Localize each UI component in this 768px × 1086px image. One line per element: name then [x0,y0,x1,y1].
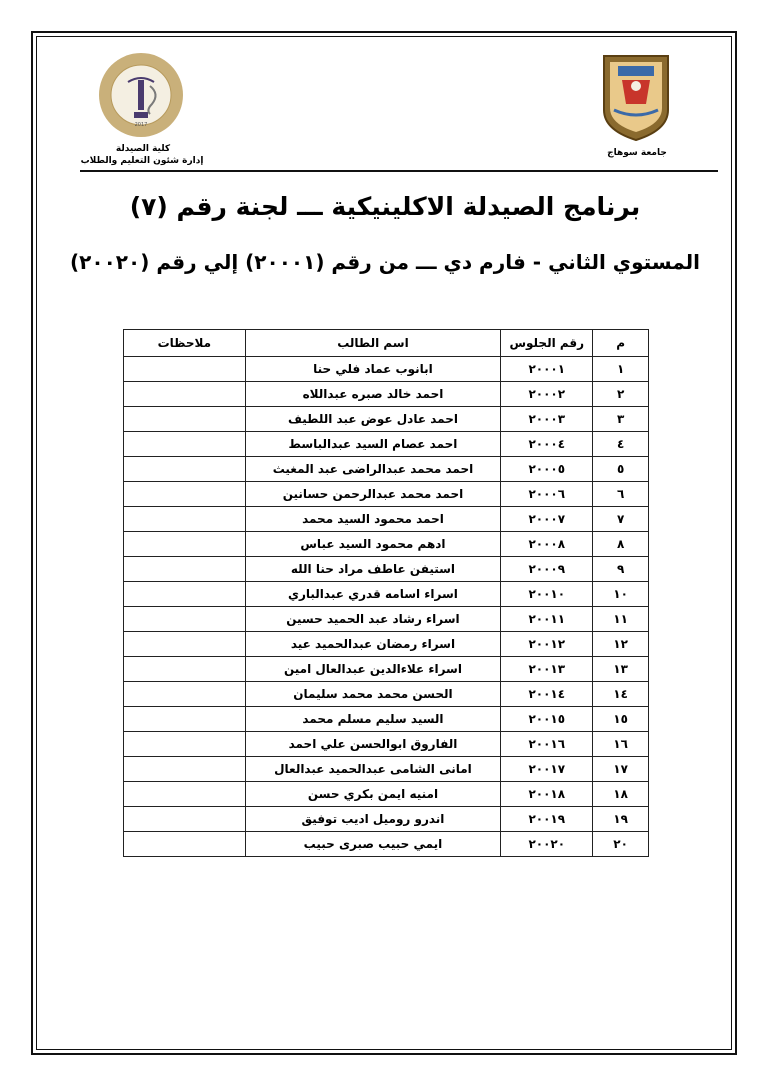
university-logo [600,52,672,142]
student-name: ايمي حبيب صبرى حبيب [245,832,501,857]
table-header-row [124,330,649,357]
seat-number: ٢٠٠١٤ [501,682,593,707]
table-row [124,607,649,632]
table-row [124,682,649,707]
row-index: ١٧ [593,757,649,782]
student-name: الحسن محمد محمد سليمان [245,682,501,707]
table-row [124,382,649,407]
row-index: ١٩ [593,807,649,832]
table-row [124,557,649,582]
student-name: احمد محمود السيد محمد [245,507,501,532]
student-name: احمد عصام السيد عبدالباسط [245,432,501,457]
faculty-name: كلية الصيدلة [115,144,171,154]
seat-number: ٢٠٠١٥ [501,707,593,732]
seat-number: ٢٠٠١٩ [501,807,593,832]
table-row [124,757,649,782]
notes-cell [124,532,246,557]
seat-number: ٢٠٠٠٣ [501,407,593,432]
student-name: اسراء علاءالدين عبدالعال امين [245,657,501,682]
row-index: ٧ [593,507,649,532]
seat-number: ٢٠٠٠٧ [501,507,593,532]
student-name: الفاروق ابوالحسن علي احمد [245,732,501,757]
seat-number: ٢٠٠١١ [501,607,593,632]
seat-number: ٢٠٠٠١ [501,357,593,382]
notes-cell [124,707,246,732]
table-row [124,582,649,607]
row-index: ١٤ [593,682,649,707]
svg-text:2017: 2017 [134,122,148,128]
notes-cell [124,557,246,582]
table-row [124,707,649,732]
student-name: احمد محمد عبدالرحمن حسانين [245,482,501,507]
table-row [124,832,649,857]
student-name: استيفن عاطف مراد حنا الله [245,557,501,582]
seat-number: ٢٠٠٠٩ [501,557,593,582]
row-index: ١ [593,357,649,382]
student-name: اسراء رشاد عبد الحميد حسين [245,607,501,632]
row-index: ٢ [593,382,649,407]
table-row [124,407,649,432]
seat-number: ٢٠٠١٨ [501,782,593,807]
row-index: ١٣ [593,657,649,682]
row-index: ٤ [593,432,649,457]
notes-cell [124,632,246,657]
seat-number: ٢٠٠١٢ [501,632,593,657]
row-index: ٩ [593,557,649,582]
row-index: ١٨ [593,782,649,807]
row-index: ٥ [593,457,649,482]
seat-number: ٢٠٠١٠ [501,582,593,607]
document-subtitle: المستوي الثاني - فارم دي ـــ من رقم (٢٠٠٠١) إلي رقم (٢٠٠٢٠) [70,250,700,274]
row-index: ٢٠ [593,832,649,857]
seat-number: ٢٠٠١٣ [501,657,593,682]
table-row [124,507,649,532]
column-header-student-name: اسم الطالب [245,330,501,357]
table-row [124,532,649,557]
row-index: ٣ [593,407,649,432]
notes-cell [124,382,246,407]
seat-number: ٢٠٠٢٠ [501,832,593,857]
student-name: احمد عادل عوض عبد اللطيف [245,407,501,432]
seat-number: ٢٠٠١٦ [501,732,593,757]
notes-cell [124,657,246,682]
row-index: ١٦ [593,732,649,757]
student-name: اندرو روميل اديب توفيق [245,807,501,832]
seat-number: ٢٠٠٠٦ [501,482,593,507]
student-name: اسراء رمضان عبدالحميد عيد [245,632,501,657]
student-name: امنيه ايمن بكري حسن [245,782,501,807]
notes-cell [124,832,246,857]
student-name: السيد سليم مسلم محمد [245,707,501,732]
seat-number: ٢٠٠٠٥ [501,457,593,482]
row-index: ٨ [593,532,649,557]
seat-number: ٢٠٠٠٢ [501,382,593,407]
notes-cell [124,682,246,707]
notes-cell [124,357,246,382]
row-index: ١٢ [593,632,649,657]
notes-cell [124,507,246,532]
student-name: اسراء اسامه قدري عبدالباري [245,582,501,607]
row-index: ١١ [593,607,649,632]
university-name: جامعة سوهاج [607,148,667,158]
student-roster-table [123,329,649,857]
table-row [124,482,649,507]
notes-cell [124,482,246,507]
notes-cell [124,432,246,457]
column-header-notes: ملاحظات [124,330,246,357]
table-row [124,782,649,807]
table-row [124,357,649,382]
seat-number: ٢٠٠٠٨ [501,532,593,557]
notes-cell [124,732,246,757]
table-row [124,732,649,757]
notes-cell [124,757,246,782]
row-index: ١٥ [593,707,649,732]
table-row [124,657,649,682]
department-name: إدارة شئون التعليم والطلاب [80,156,204,166]
column-header-index: م [593,330,649,357]
seat-number: ٢٠٠١٧ [501,757,593,782]
notes-cell [124,807,246,832]
table-row [124,807,649,832]
header-divider [80,170,718,172]
student-name: احمد محمد عبدالراضى عبد المغيث [245,457,501,482]
table-row [124,457,649,482]
row-index: ٦ [593,482,649,507]
student-name: ادهم محمود السيد عباس [245,532,501,557]
column-header-seat-number: رقم الجلوس [501,330,593,357]
notes-cell [124,457,246,482]
faculty-logo [98,52,184,138]
notes-cell [124,607,246,632]
student-name: امانى الشامى عبدالحميد عبدالعال [245,757,501,782]
notes-cell [124,407,246,432]
table-row [124,632,649,657]
student-name: ابانوب عماد فلي حنا [245,357,501,382]
row-index: ١٠ [593,582,649,607]
table-row [124,432,649,457]
student-name: احمد خالد صبره عبداللاه [245,382,501,407]
document-title: برنامج الصيدلة الاكلينيكية ـــ لجنة رقم (٧) [129,192,641,221]
notes-cell [124,582,246,607]
notes-cell [124,782,246,807]
seat-number: ٢٠٠٠٤ [501,432,593,457]
